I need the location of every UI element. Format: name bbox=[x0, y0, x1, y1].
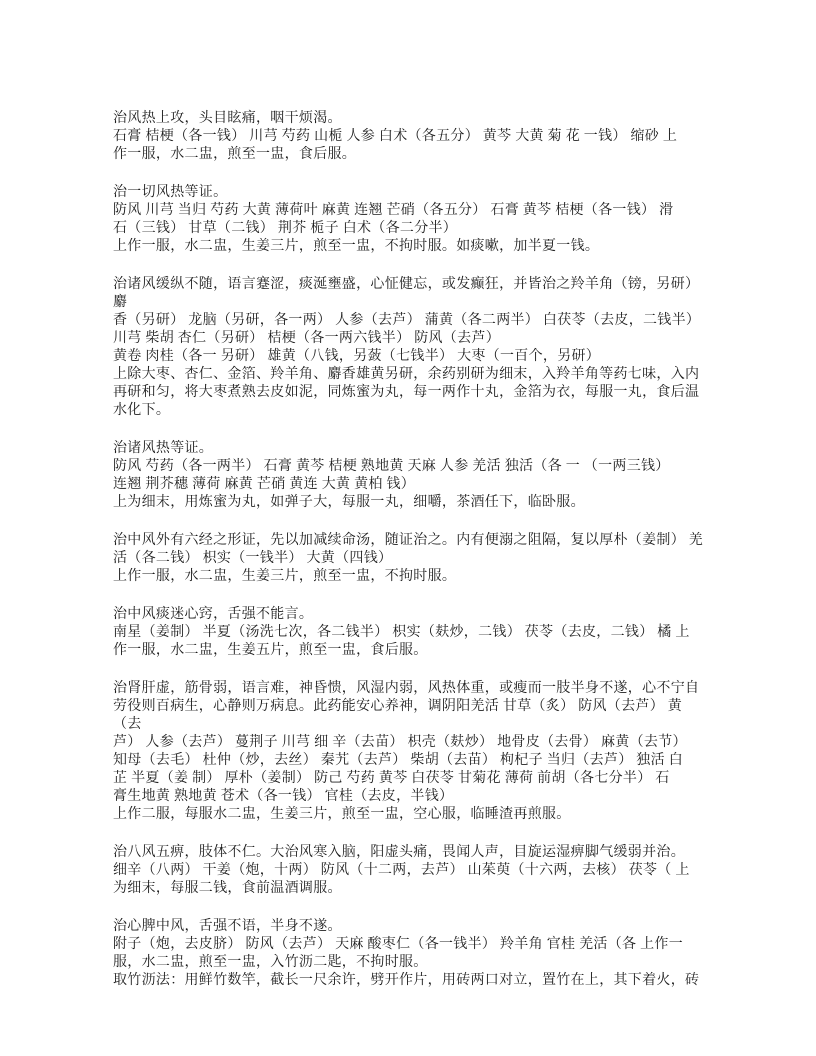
text-line: 川芎 柴胡 杏仁（另研） 桔梗（各一两六钱半） 防风（去芦） bbox=[113, 331, 500, 346]
text-line: 膏生地黄 熟地黄 苍术（各一钱） 官桂（去皮，半钱） bbox=[113, 789, 454, 804]
text-line: 石膏 桔梗（各一钱） 川芎 芍药 山栀 人参 白术（各五分） 黄芩 大黄 菊 花 一钱） 缩砂 上 bbox=[113, 129, 678, 144]
text-line: 芷 半夏（姜 制） 厚朴（姜制） 防己 芍药 黄芩 白茯苓 甘菊花 薄荷 前胡（各七分半） 石 bbox=[113, 771, 670, 786]
paragraph-3 bbox=[113, 276, 709, 420]
text-line: 为细末，每服二钱，食前温酒调服。 bbox=[113, 881, 342, 896]
text-line: 作一服，水二盅，煎至一盅，食后服。 bbox=[113, 147, 357, 162]
text-line: 劳役则百病生，心静则万病息。此药能安心养神，调阴阳羌活 甘草（炙） 防风（去芦） 黄 （去 bbox=[113, 699, 686, 732]
text-line: 上作一服，水二盅，生姜三片，煎至一盅，不拘时服。如痰嗽，加半夏一钱。 bbox=[113, 239, 600, 254]
text-line: 防风 芍药（各一两半） 石膏 黄芩 桔梗 熟地黄 天麻 人参 羌活 独活（各 一 （一两三钱） bbox=[113, 459, 670, 474]
text-line: 防风 川芎 当归 芍药 大黄 薄荷叶 麻黄 连翘 芒硝（各五分） 石膏 黄芩 桔梗（各一钱） 滑 bbox=[113, 203, 674, 218]
text-line: 治诸风缓纵不随，语言蹇涩，痰涎壅盛，心怔健忘，或发癫狂，并皆治之羚羊角（镑，另研） 麝 bbox=[113, 277, 704, 310]
text-line: 水化下。 bbox=[113, 403, 171, 418]
paragraph-4 bbox=[113, 440, 709, 512]
text-line: 治中风痰迷心窍，舌强不能言。 bbox=[113, 607, 314, 622]
text-line: 再研和匀，将大枣煮熟去皮如泥，同炼蜜为丸，每一两作十丸，金箔为衣，每服一丸，食后温 bbox=[113, 385, 700, 400]
text-line: 连翘 荆芥穗 薄荷 麻黄 芒硝 黄连 大黄 黄柏 钱） bbox=[113, 477, 416, 492]
text-line: 上作一服，水二盅，生姜三片，煎至一盅，不拘时服。 bbox=[113, 569, 457, 584]
paragraph-8 bbox=[113, 844, 709, 898]
paragraph-9 bbox=[113, 918, 709, 990]
text-line: 石（三钱） 甘草（二钱） 荆芥 栀子 白术（各二分半） bbox=[113, 221, 458, 236]
text-line: 作一服，水二盅，生姜五片，煎至一盅，食后服。 bbox=[113, 643, 428, 658]
paragraph-1 bbox=[113, 110, 709, 164]
text-block bbox=[113, 110, 709, 1010]
text-line: 活（各二钱） 枳实（一钱半） 大黄（四钱） bbox=[113, 551, 393, 566]
text-line: 治中风外有六经之形证，先以加减续命汤，随证治之。内有便溺之阻隔，复以厚朴（姜制） 羌 bbox=[113, 533, 704, 548]
text-line: 治肾肝虚，筋骨弱，语言难，神昏愦，风湿内弱，风热体重，或瘦而一肢半身不遂，心不宁自 bbox=[113, 681, 700, 696]
text-line: 黄卷 肉桂（各一 另研） 雄黄（八钱，另蔹（七钱半） 大枣（一百个，另研） bbox=[113, 349, 601, 364]
text-line: 芦） 人参（去芦） 蔓荆子 川芎 细 辛（去苗） 枳壳（麸炒） 地骨皮（去骨） 麻黄（去节） bbox=[113, 735, 687, 750]
text-line: 治心脾中风，舌强不语，半身不遂。 bbox=[113, 919, 342, 934]
text-line: 治诸风热等证。 bbox=[113, 441, 214, 456]
text-line: 上作二服，每服水二盅，生姜三片，煎至一盅，空心服，临睡渣再煎服。 bbox=[113, 807, 571, 822]
text-line: 治风热上攻，头目眩痛，咽干烦渴。 bbox=[113, 111, 342, 126]
text-line: 细辛（八两） 干姜（炮，十两） 防风（十二两，去芦） 山茱萸（十六两，去核） 茯苓（ 上 bbox=[113, 863, 690, 878]
paragraph-6 bbox=[113, 606, 709, 660]
text-line: 治一切风热等证。 bbox=[113, 185, 228, 200]
text-line: 上除大枣、杏仁、金箔、羚羊角、麝香雄黄另研，余药别研为细末，入羚羊角等药七味，入内 bbox=[113, 367, 700, 382]
paragraph-7 bbox=[113, 680, 709, 824]
text-line: 附子（炮，去皮脐） 防风（去芦） 天麻 酸枣仁（各一钱半） 羚羊角 官桂 羌活（各 上作一 bbox=[113, 937, 683, 952]
text-line: 南星（姜制） 半夏（汤洗七次，各二钱半） 枳实（麸炒，二钱） 茯苓（去皮，二钱） 橘 上 bbox=[113, 625, 690, 640]
text-line: 知母（去毛） 杜仲（炒，去丝） 秦艽（去芦） 柴胡（去苗） 枸杞子 当归（去芦） 独活 白 bbox=[113, 753, 683, 768]
text-line: 服，水二盅，煎至一盅，入竹沥二匙，不拘时服。 bbox=[113, 955, 428, 970]
paragraph-2 bbox=[113, 184, 709, 256]
text-line: 治八风五痹，肢体不仁。大治风寒入脑，阳虚头痛，畏闻人声，目旋运湿痹脚气缓弱并治。 bbox=[113, 845, 685, 860]
text-line: 上为细末，用炼蜜为丸，如弹子大，每服一丸，细嚼，茶酒任下，临卧服。 bbox=[113, 495, 585, 510]
text-line: 香（另研） 龙脑（另研，各一两） 人参（去芦） 蒲黄（各二两半） 白茯苓（去皮，二钱半） bbox=[113, 313, 701, 328]
paragraph-5 bbox=[113, 532, 709, 586]
text-line: 取竹沥法：用鲜竹数竿，截长一尺余许，劈开作片，用砖两口对立，置竹在上，其下着火，砖 bbox=[113, 973, 700, 988]
